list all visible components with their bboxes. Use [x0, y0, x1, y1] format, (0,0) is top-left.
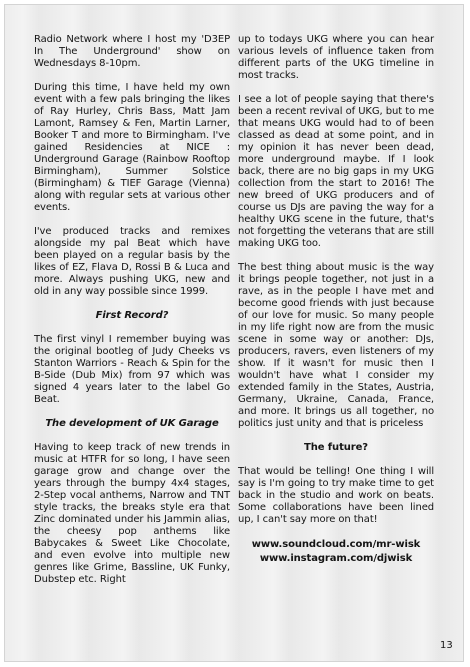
intro-paragraph: Radio Network where I host my 'D3EP In The Underground' show on Wednesdays 8-10pm. — [34, 34, 230, 69]
development-continued-paragraph: up to todays UKG where you can hear various levels of influence taken from different parts of the UKG timeline in most tracks. — [238, 34, 434, 81]
revival-paragraph: I see a lot of people saying that there's been a recent revival of UKG, but to me that means UKG would had to of been classed as dead at some point, and in my opinion it has never been dead, more underground maybe. If I look back, there are no big gaps in my UKG collection from the start to 2016! The new breed of UKG producers and of course us DJs are paving the way for a healthy UKG scene in the future, that's not forgetting the veterans that are still making UKG too. — [238, 94, 434, 249]
future-heading: The future? — [304, 442, 368, 453]
social-links — [238, 538, 434, 566]
music-together-paragraph: The best thing about music is the way it brings people together, not just in a rave, as in the people I have met and become good friends with just because of our love for music. So many people in my life right now are from the music scene in some way or another: DJs, producers, ravers, even listeners of my show. If it wasn't for music then I wouldn't have what I consider my extended family in the States, Austria, Germany, Ukraine, Canada, France, and more. It brings us all together, no politics just unity and that is priceless — [238, 262, 434, 429]
first-record-paragraph: The first vinyl I remember buying was the original bootleg of Judy Cheeks vs Stanton Warriors - Reach & Spin for the B-Side (Dub Mix) from 97 which was signed 4 years later to the label Go Beat. — [34, 334, 230, 405]
future-paragraph: That would be telling! One thing I will say is I'm going to try make time to get back in the studio and work on beats. Some collaborations have been lined up, I can't say more on that! — [238, 466, 434, 525]
soundcloud-link[interactable]: www.soundcloud.com/mr-wisk — [251, 539, 421, 550]
first-record-heading: First Record? — [95, 310, 169, 321]
page-number: 13 — [440, 640, 453, 651]
events-paragraph: During this time, I have held my own event with a few pals bringing the likes of Ray Hurley, Chris Bass, Matt Jam Lamont, Ramsey & Fen, Martin Larner, Booker T and more to Birmingham. I've gained Residencies at NICE : Underground Garage (Rainbow Rooftop Birmingham), Summer Solstice (Birmingham) & TIEF Garage (Vienna) along with regular sets at various other events. — [34, 82, 230, 213]
development-paragraph: Having to keep track of new trends in music at HTFR for so long, I have seen garage grow and change over the years through the bumpy 4x4 stages, 2-Step vocal anthems, Narrow and TNT style tracks, the breaks style era that Zinc dominated under his Jammin alias, the cheesy pop anthems like Babycakes & Sweet Like Chocolate, and even evolve into multiple new genres like Grime, Bassline, UK Funky, Dubstep etc. Right — [34, 442, 230, 585]
development-heading: The development of UK Garage — [45, 418, 219, 429]
right-column — [238, 34, 434, 566]
production-paragraph: I've produced tracks and remixes alongside my pal Beat which have been played on a regular basis by the likes of EZ, Flava D, Rossi B & Luca and more. Always pushing UKG, new and old in any way possible since 1999. — [34, 226, 230, 297]
instagram-link[interactable]: www.instagram.com/djwisk — [259, 553, 413, 564]
left-column — [34, 34, 230, 598]
